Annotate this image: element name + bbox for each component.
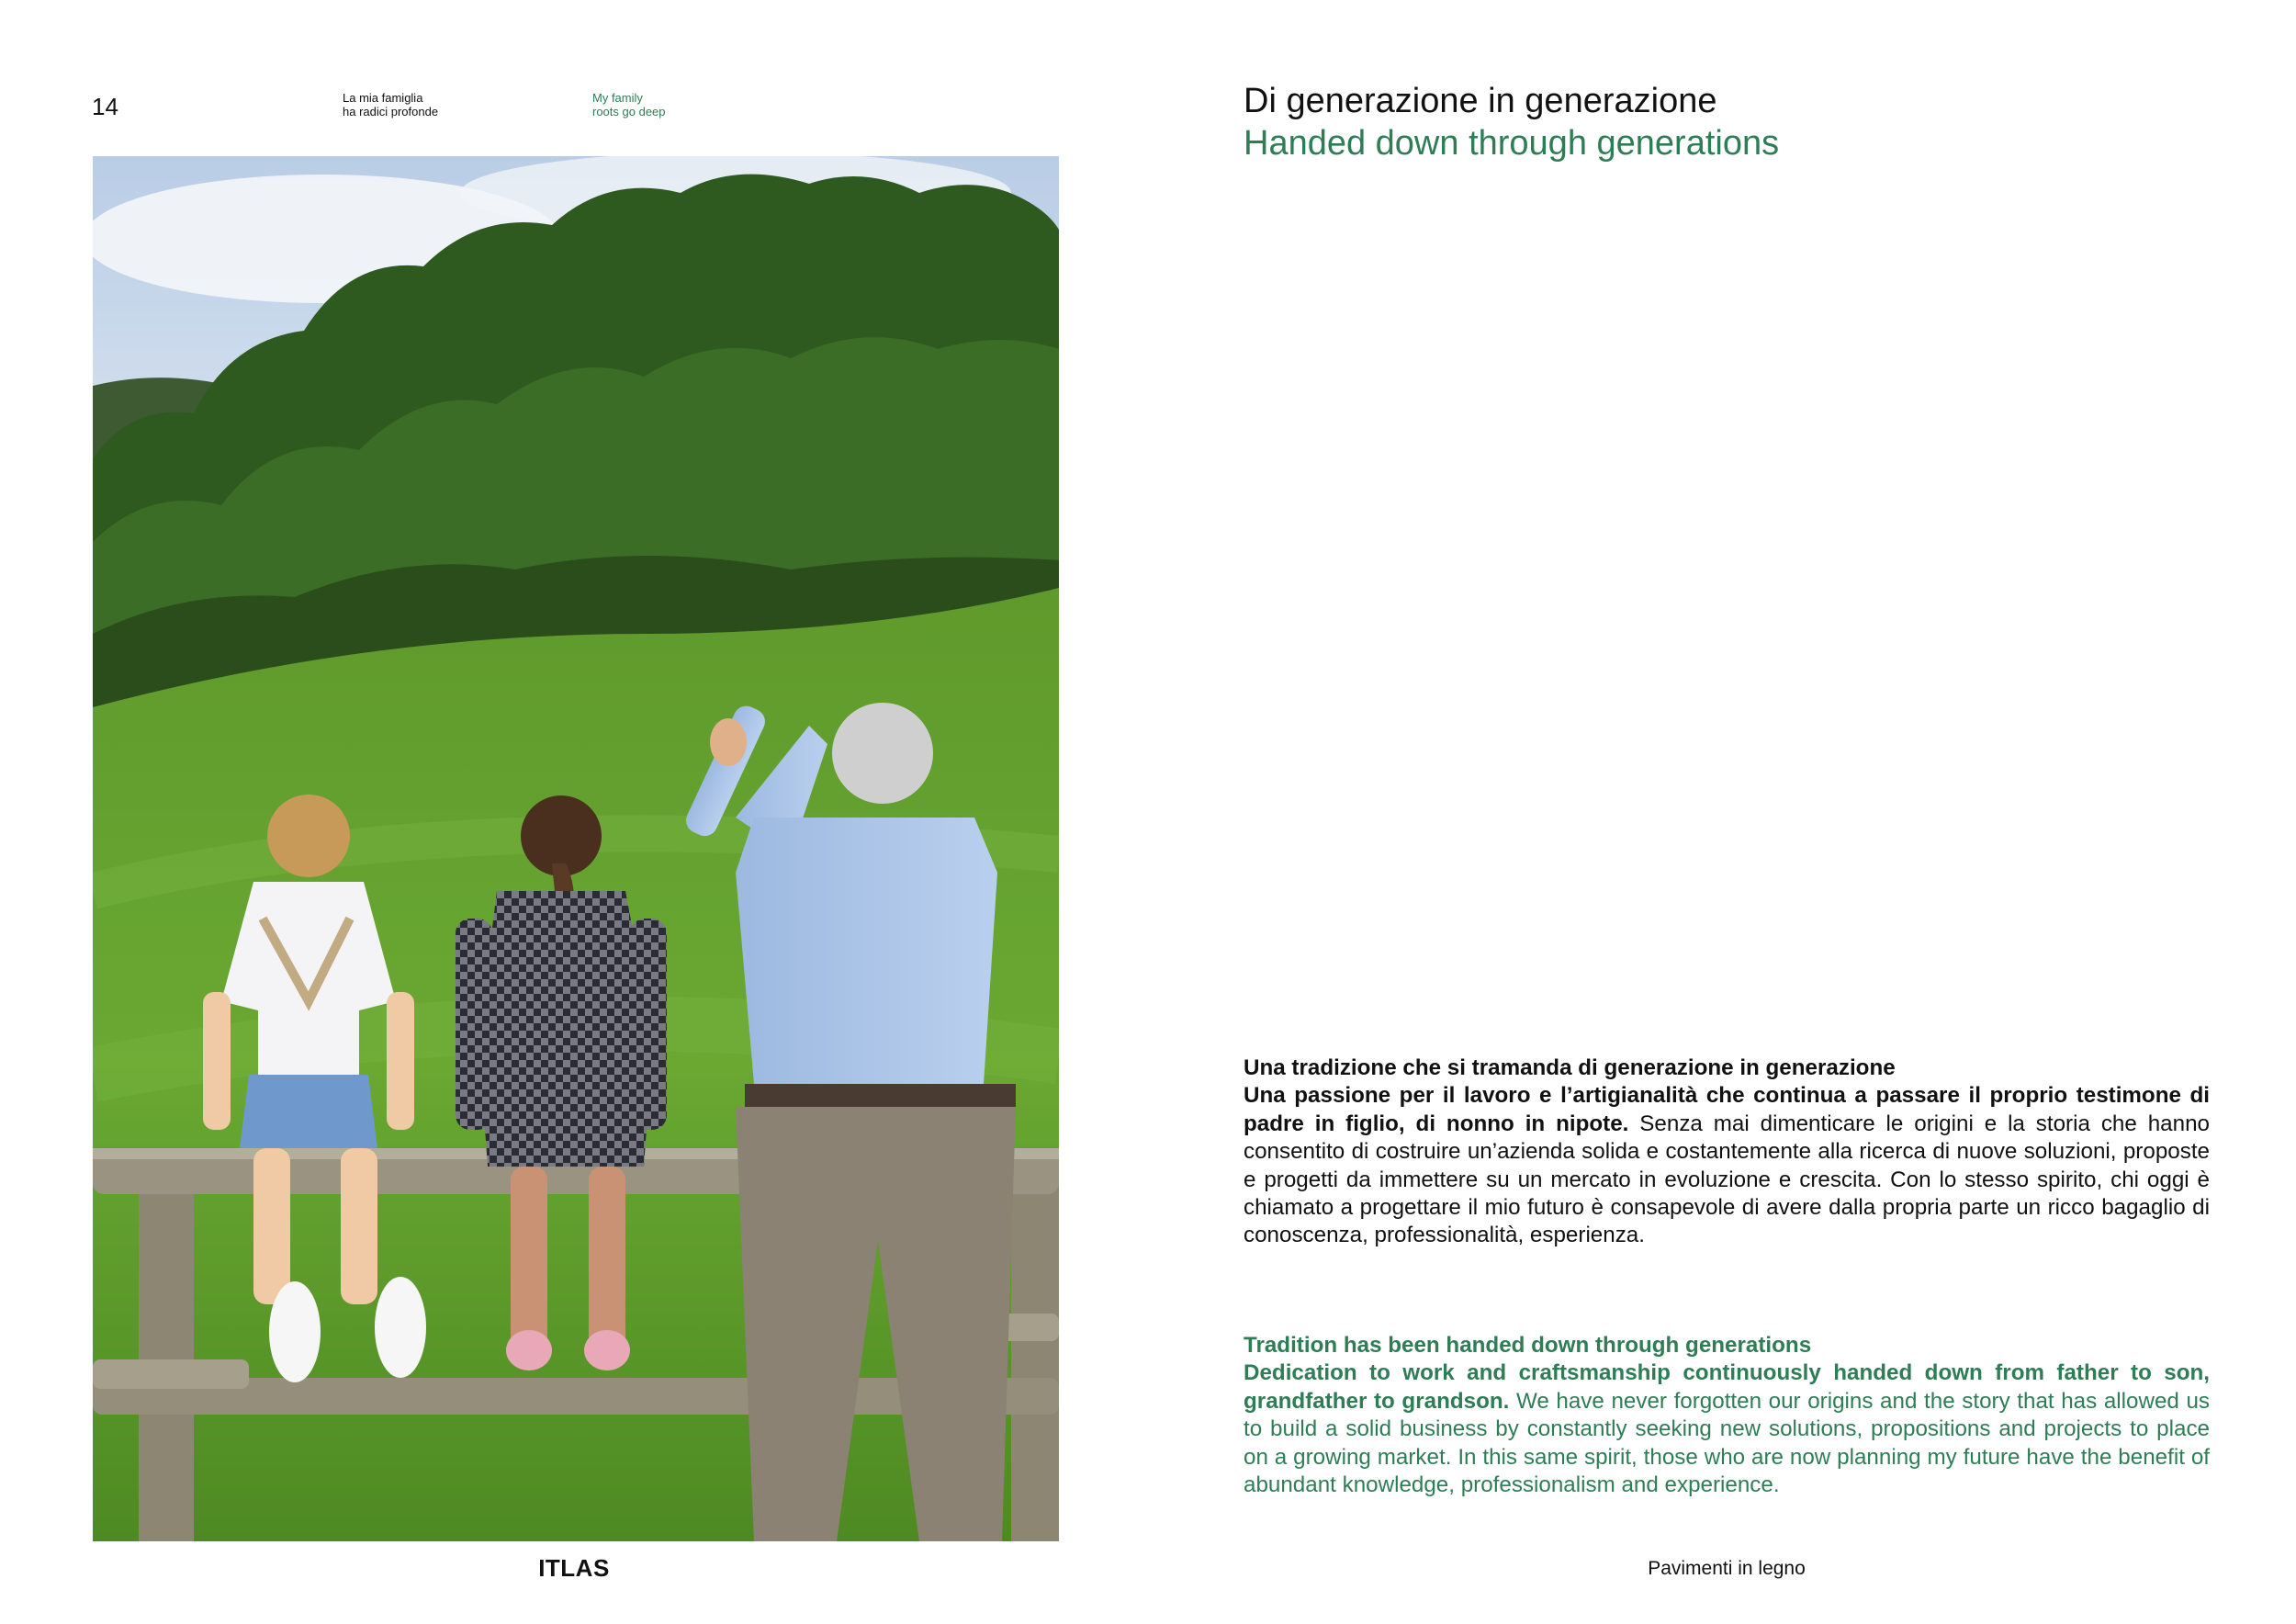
family-photo	[93, 156, 1059, 1541]
family-photo-illustration	[93, 156, 1059, 1541]
paragraph-english: We have never forgotten our origins and the story that has allowed us to build a solid business by constantly seeking new solutions, propositions and projects to place on a growing market. In this same spirit, those who are now planning my future have the benefit of abundant knowledge, professionalism and experience.	[1244, 1388, 2210, 1498]
footer-caption: Pavimenti in legno	[1648, 1558, 1806, 1579]
section-title-italian-line-1: La mia famiglia	[343, 91, 423, 105]
section-title-english	[592, 91, 794, 118]
section-title-english-line-2: roots go deep	[592, 105, 666, 118]
paragraph-italian: Senza mai dimenticare le origini e la storia che hanno consentito di costruire un’azienda solida e costantemente alla ricerca di nuove soluzioni, proposte e progetti da immettere su un mercato in evoluzione e crescita. Con lo stesso spirito, chi oggi è chiamato a progettare il mio futuro è consapevole di avere dalla propria parte un ricco bagaglio di conoscenza, professionalità, esperienza.	[1244, 1111, 2210, 1248]
heading-english: Handed down through generations	[1244, 124, 1780, 163]
lead-italian: Una passione per il lavoro e l’artigianalità che continua a passare il proprio testimone di padre in figlio, di nonno in nipote.	[1244, 1083, 2210, 1136]
page-number: 14	[92, 93, 118, 120]
section-title-italian-line-2: ha radici profonde	[343, 105, 439, 118]
section-title-italian	[343, 91, 545, 118]
brand-logo: ITLAS	[538, 1554, 610, 1582]
lead-english: Dedication to work and craftsmanship continuously handed down from father to son, grandfather to grandson.	[1244, 1360, 2210, 1414]
subheading-italian: Una tradizione che si tramanda di generazione in generazione	[1244, 1055, 1896, 1080]
heading-italian: Di generazione in generazione	[1244, 82, 1717, 120]
section-title-english-line-1: My family	[592, 91, 643, 105]
body-text-italian	[1244, 1054, 2210, 1250]
body-text-english	[1244, 1332, 2210, 1499]
subheading-english: Tradition has been handed down through generations	[1244, 1333, 1812, 1358]
